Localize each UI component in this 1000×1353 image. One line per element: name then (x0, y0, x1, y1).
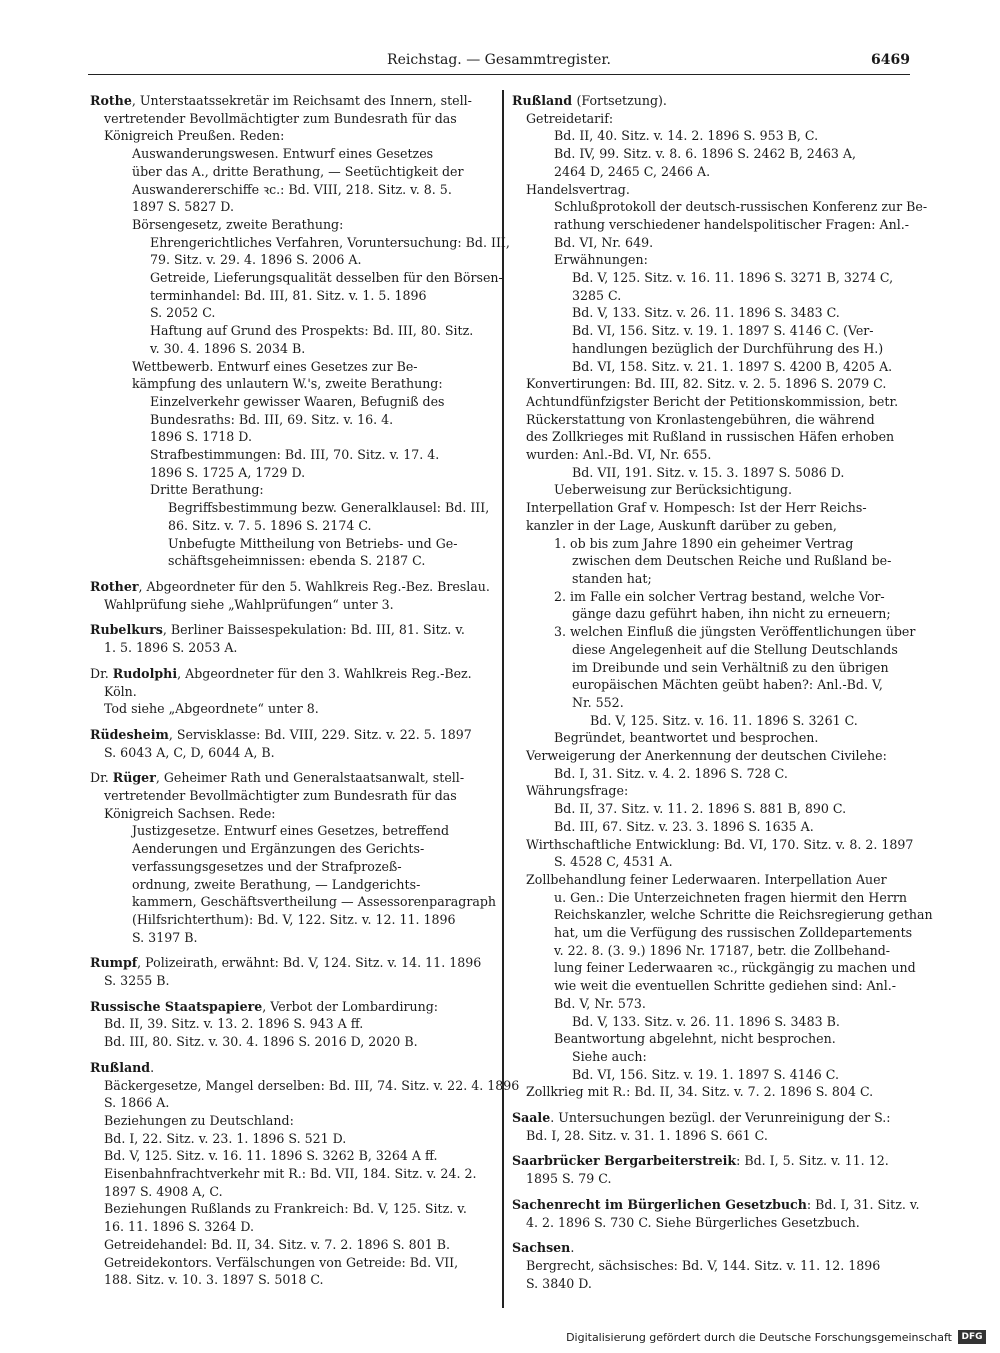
entry-line: Ehrengerichtliches Verfahren, Voruntersuchung: Bd. III, (150, 234, 510, 250)
entry-line: Bd. VI, 156. Sitz. v. 19. 1. 1897 S. 4146 C. (572, 1066, 839, 1082)
entry-line: Königreich Preußen. Reden: (104, 128, 285, 144)
entry-line: Russische Staatspapiere, Verbot der Lombardirung: (90, 998, 439, 1014)
entry-line: Auswandererschiffe ꝛc.: Bd. VIII, 218. Sitz. v. 8. 5. (132, 181, 452, 197)
entry-line: Einzelverkehr gewisser Waaren, Befugniß des (150, 393, 445, 409)
entry-line: Getreide, Lieferungsqualität desselben für den Börsen- (150, 270, 503, 286)
entry-line: Bergrecht, sächsisches: Bd. V, 144. Sitz. v. 11. 12. 1896 (526, 1258, 881, 1273)
index-entry-rumpf (90, 954, 490, 989)
entry-line: kanzler in der Lage, Auskunft darüber zu geben, (526, 517, 837, 533)
entry-line: Währungsfrage: (526, 783, 629, 799)
entry-line: Bd. V, 133. Sitz. v. 26. 11. 1896 S. 3483 C. (572, 305, 840, 321)
entry-line: Ueberweisung zur Berücksichtigung. (554, 482, 792, 498)
entry-line: Rubelkurs, Berliner Baissespekulation: Bd. III, 81. Sitz. v. (90, 622, 465, 638)
entry-line: Bundesraths: Bd. III, 69. Sitz. v. 16. 4. (150, 411, 394, 427)
entry-line: 2464 D, 2465 C, 2466 A. (554, 163, 711, 179)
index-entry-rudolphi (90, 665, 490, 718)
entry-line: Köln. (104, 683, 137, 699)
entry-line: Königreich Sachsen. Rede: (104, 805, 276, 821)
index-entry-rubelkurs (90, 621, 490, 656)
entry-line: Handelsvertrag. (526, 181, 630, 197)
entry-line: 1. 5. 1896 S. 2053 A. (104, 640, 238, 656)
entry-line: Bd. II, 40. Sitz. v. 14. 2. 1896 S. 953 B, C. (554, 128, 819, 144)
entry-line: Wahlprüfung siehe „Wahlprüfungen“ unter 3. (104, 596, 394, 612)
page-header (88, 50, 910, 75)
entry-line: Reichskanzler, welche Schritte die Reichsregierung gethan (554, 907, 933, 923)
entry-line: Bd. I, 28. Sitz. v. 31. 1. 1896 S. 661 C. (526, 1127, 768, 1143)
entry-line: kämpfung des unlautern W.'s, zweite Berathung: (132, 376, 443, 392)
entry-line: wurden: Anl.-Bd. VI, Nr. 655. (526, 447, 712, 463)
entry-line: Bd. VI, 158. Sitz. v. 21. 1. 1897 S. 4200 B, 4205 A. (572, 358, 893, 374)
entry-line: 3. welchen Einfluß die jüngsten Veröffentlichungen über (554, 624, 916, 640)
entry-line: Bd. V, 133. Sitz. v. 26. 11. 1896 S. 3483 B. (572, 1013, 840, 1029)
index-entry-rueger (90, 769, 497, 946)
entry-line: Bd. V, 125. Sitz. v. 16. 11. 1896 S. 3271 B, 3274 C, (572, 270, 894, 286)
entry-line: Dritte Berathung: (150, 482, 264, 498)
entry-line: kammern, Geschäftsvertheilung — Assessorenparagraph (132, 894, 497, 910)
entry-line: Haftung auf Grund des Prospekts: Bd. III, 80. Sitz. (150, 323, 474, 339)
entry-line: Rüdesheim, Servisklasse: Bd. VIII, 229. Sitz. v. 22. 5. 1897 (90, 726, 472, 742)
entry-line: über das A., dritte Berathung, — Seetüchtigkeit der (132, 163, 464, 179)
entry-line: lung feiner Lederwaaren ꝛc., rückgängig zu machen und (554, 960, 916, 976)
entry-line: 2. im Falle ein solcher Vertrag bestand, welche Vor- (554, 588, 885, 604)
entry-line: Beziehungen Rußlands zu Frankreich: Bd. V, 125. Sitz. v. (104, 1201, 467, 1217)
entry-line: Beziehungen zu Deutschland: (104, 1112, 294, 1128)
entry-line: Interpellation Graf v. Hompesch: Ist der Herr Reichs- (526, 500, 867, 516)
entry-line: Zollkrieg mit R.: Bd. II, 34. Sitz. v. 7. 2. 1896 S. 804 C. (526, 1084, 874, 1100)
index-entry-russland (90, 1059, 520, 1289)
entry-line: Rothe, Unterstaatssekretär im Reichsamt des Innern, stell- (90, 93, 472, 108)
entry-line: Bd. III, 80. Sitz. v. 30. 4. 1896 S. 2016 D, 2020 B. (104, 1034, 418, 1050)
entry-line: Dr. Rudolphi, Abgeordneter für den 3. Wahlkreis Reg.-Bez. (90, 665, 472, 681)
entry-line: Strafbestimmungen: Bd. III, 70. Sitz. v. 17. 4. (150, 447, 440, 463)
entry-line: diese Angelegenheit auf die Stellung Deutschlands (572, 641, 898, 657)
index-entry-saarbruecker (512, 1152, 910, 1187)
left-column (90, 92, 520, 1297)
entry-line: 1896 S. 1725 A, 1729 D. (150, 464, 306, 480)
entry-line: vertretender Bevollmächtigter zum Bundesrath für das (104, 110, 457, 126)
entry-line: v. 22. 8. (3. 9.) 1896 Nr. 17187, betr. die Zollbehand- (554, 942, 891, 958)
entry-line: Achtundfünfzigster Bericht der Petitionskommission, betr. (526, 393, 899, 409)
entry-line: Bd. VI, 156. Sitz. v. 19. 1. 1897 S. 4146 C. (Ver- (572, 323, 874, 339)
entry-line: zwischen dem Deutschen Reiche und Rußland be- (572, 553, 892, 569)
entry-line: Saale. Untersuchungen bezügl. der Verunreinigung der S.: (512, 1110, 891, 1126)
entry-line: Dr. Rüger, Geheimer Rath und Generalstaatsanwalt, stell- (90, 770, 465, 786)
entry-line: europäischen Mächten geübt haben?: Anl.-Bd. V, (572, 677, 883, 693)
entry-line: S. 3255 B. (104, 973, 170, 989)
entry-line: Bäckergesetze, Mangel derselben: Bd. III, 74. Sitz. v. 22. 4. 1896 (104, 1077, 520, 1093)
index-entry-saale (512, 1109, 910, 1144)
entry-line: ordnung, zweite Berathung, — Landgerichts- (132, 876, 421, 892)
entry-line: 86. Sitz. v. 7. 5. 1896 S. 2174 C. (168, 517, 372, 533)
entry-line: Bd. II, 39. Sitz. v. 13. 2. 1896 S. 943 A ff. (104, 1016, 364, 1032)
entry-line: Bd. VII, 191. Sitz. v. 15. 3. 1897 S. 5086 D. (572, 464, 845, 480)
entry-line: S. 1866 A. (104, 1095, 170, 1111)
index-entry-rother (90, 578, 490, 613)
entry-line: S. 3840 D. (526, 1275, 592, 1291)
entry-line: 16. 11. 1896 S. 3264 D. (104, 1219, 255, 1235)
entry-line: Siehe auch: (572, 1048, 647, 1064)
entry-line: Beantwortung abgelehnt, nicht besprochen. (554, 1031, 836, 1047)
entry-line: Sachsen. (512, 1240, 575, 1256)
header-title: Reichstag. — Gesammtregister. (387, 52, 611, 68)
entry-line: Rußland (Fortsetzung). (512, 93, 667, 108)
index-entry-sachsen (512, 1239, 910, 1292)
right-column (512, 92, 933, 1300)
dfg-logo: DFG (958, 1330, 986, 1344)
entry-line: Getreidehandel: Bd. II, 34. Sitz. v. 7. 2. 1896 S. 801 B. (104, 1236, 450, 1252)
entry-line: Wettbewerb. Entwurf eines Gesetzes zur Be- (132, 358, 418, 374)
entry-line: Rückerstattung von Kronlastengebühren, die während (526, 411, 875, 427)
index-entry-russische-staatspapiere (90, 998, 490, 1051)
entry-line: handlungen bezüglich der Durchführung des H.) (572, 340, 884, 356)
entry-line: Saarbrücker Bergarbeiterstreik: Bd. I, 5. Sitz. v. 11. 12. (512, 1153, 889, 1169)
entry-line: hat, um die Verfügung des russischen Zolldepartements (554, 925, 913, 941)
entry-line: Verweigerung der Anerkennung der deutschen Civilehe: (526, 748, 887, 764)
entry-line: Auswanderungswesen. Entwurf eines Gesetzes (132, 146, 434, 162)
entry-line: 1. ob bis zum Jahre 1890 ein geheimer Vertrag (554, 535, 854, 551)
entry-line: Begriffsbestimmung bezw. Generalklausel: Bd. III, (168, 500, 490, 516)
entry-line: schäftsgeheimnissen: ebenda S. 2187 C. (168, 553, 426, 569)
entry-line: verfassungsgesetzes und der Strafprozeß- (132, 858, 402, 874)
entry-line: Justizgesetze. Entwurf eines Gesetzes, betreffend (132, 823, 450, 839)
entry-line: Bd. I, 31. Sitz. v. 4. 2. 1896 S. 728 C. (554, 765, 788, 781)
entry-line: Begründet, beantwortet und besprochen. (554, 730, 819, 746)
entry-line: Bd. V, Nr. 573. (554, 995, 646, 1011)
entry-line: Börsengesetz, zweite Berathung: (132, 216, 344, 232)
entry-line: terminhandel: Bd. III, 81. Sitz. v. 1. 5. 1896 (150, 287, 427, 303)
entry-line: Nr. 552. (572, 694, 624, 710)
entry-line: 4. 2. 1896 S. 730 C. Siehe Bürgerliches Gesetzbuch. (526, 1214, 860, 1230)
entry-line: 1896 S. 1718 D. (150, 429, 252, 445)
entry-line: Bd. V, 125. Sitz. v. 16. 11. 1896 S. 3262 B, 3264 A ff. (104, 1148, 438, 1164)
entry-line: im Dreibunde und sein Verhältniß zu den übrigen (572, 659, 889, 675)
entry-line: standen hat; (572, 570, 652, 586)
entry-line: 1897 S. 5827 D. (132, 199, 234, 215)
entry-line: Bd. II, 37. Sitz. v. 11. 2. 1896 S. 881 B, 890 C. (554, 801, 847, 817)
index-entry-russland-fortsetzung (512, 92, 933, 1101)
entry-line: Rother, Abgeordneter für den 5. Wahlkreis Reg.-Bez. Breslau. (90, 578, 490, 594)
page-number: 6469 (871, 52, 910, 68)
entry-line: Rußland. (90, 1059, 155, 1075)
entry-line: des Zollkrieges mit Rußland in russischen Häfen erhoben (526, 429, 895, 445)
entry-line: 3285 C. (572, 287, 622, 303)
footer (566, 1330, 986, 1344)
entry-line: rathung verschiedener handelspolitischer Fragen: Anl.- (554, 216, 910, 232)
entry-line: Schlußprotokoll der deutsch-russischen Konferenz zur Be- (554, 199, 928, 215)
entry-line: Wirthschaftliche Entwicklung: Bd. VI, 170. Sitz. v. 8. 2. 1897 (526, 836, 914, 852)
entry-line: S. 2052 C. (150, 305, 216, 321)
entry-line: Erwähnungen: (554, 252, 648, 268)
entry-line: gänge dazu geführt haben, ihn nicht zu erneuern; (572, 606, 891, 622)
entry-line: Konvertirungen: Bd. III, 82. Sitz. v. 2. 5. 1896 S. 2079 C. (526, 376, 887, 392)
entry-line: u. Gen.: Die Unterzeichneten fragen hiermit den Herrn (554, 889, 907, 905)
entry-line: Bd. I, 22. Sitz. v. 23. 1. 1896 S. 521 D. (104, 1130, 347, 1146)
entry-line: Bd. V, 125. Sitz. v. 16. 11. 1896 S. 3261 C. (590, 712, 858, 728)
entry-line: 1895 S. 79 C. (526, 1171, 612, 1187)
footer-text: Digitalisierung gefördert durch die Deutsche Forschungsgemeinschaft (566, 1330, 952, 1344)
entry-line: vertretender Bevollmächtigter zum Bundesrath für das (104, 788, 457, 804)
entry-line: Getreidetarif: (526, 110, 614, 126)
entry-line: 188. Sitz. v. 10. 3. 1897 S. 5018 C. (104, 1272, 324, 1288)
entry-line: S. 4528 C, 4531 A. (554, 854, 673, 870)
entry-line: Bd. IV, 99. Sitz. v. 8. 6. 1896 S. 2462 B, 2463 A, (554, 146, 856, 162)
entry-line: Aenderungen und Ergänzungen des Gerichts- (132, 841, 425, 857)
index-entry-rothe (90, 92, 510, 570)
entry-line: Sachenrecht im Bürgerlichen Gesetzbuch: Bd. I, 31. Sitz. v. (512, 1196, 920, 1212)
entry-line: Getreidekontors. Verfälschungen von Getreide: Bd. VII, (104, 1254, 459, 1270)
entry-line: Bd. III, 67. Sitz. v. 23. 3. 1896 S. 1635 A. (554, 818, 814, 834)
entry-line: v. 30. 4. 1896 S. 2034 B. (150, 340, 306, 356)
entry-line: Eisenbahnfrachtverkehr mit R.: Bd. VII, 184. Sitz. v. 24. 2. (104, 1166, 477, 1182)
entry-line: Rumpf, Polizeirath, erwähnt: Bd. V, 124. Sitz. v. 14. 11. 1896 (90, 955, 482, 971)
entry-line: S. 3197 B. (132, 929, 198, 945)
entry-line: (Hilfsrichterthum): Bd. V, 122. Sitz. v. 12. 11. 1896 (132, 911, 456, 927)
entry-line: Zollbehandlung feiner Lederwaaren. Interpellation Auer (526, 871, 887, 887)
entry-line: Unbefugte Mittheilung von Betriebs- und Ge- (168, 535, 458, 551)
entry-line: Tod siehe „Abgeordnete“ unter 8. (104, 701, 319, 717)
entry-line: 1897 S. 4908 A, C. (104, 1183, 223, 1199)
entry-line: S. 6043 A, C, D, 6044 A, B. (104, 744, 275, 760)
entry-line: wie weit die eventuellen Schritte gediehen sind: Anl.- (554, 978, 897, 994)
entry-line: Bd. VI, Nr. 649. (554, 234, 654, 250)
index-entry-sachenrecht (512, 1196, 920, 1231)
entry-line: 79. Sitz. v. 29. 4. 1896 S. 2006 A. (150, 252, 362, 268)
index-entry-ruedesheim (90, 726, 490, 761)
